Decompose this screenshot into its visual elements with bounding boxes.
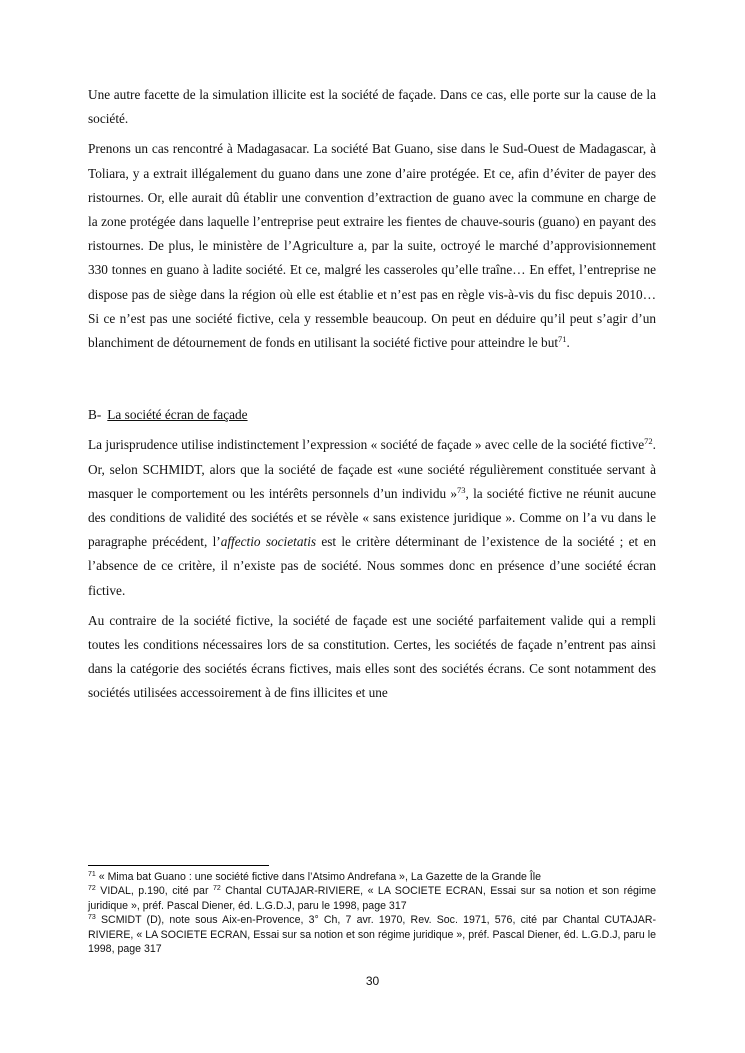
paragraph-3 — [88, 433, 656, 602]
footnote-ref-72[interactable]: 72 — [644, 436, 653, 447]
latin-term: affectio societatis — [220, 534, 317, 550]
body-text — [88, 83, 656, 712]
footnote-text-continued: Chantal CUTAJAR-RIVIERE, « LA SOCIETE ECRAN, Essai sur sa notion et son régime juridique », préf. Pascal Diener, éd. L.G.D.J, paru le 1998, page 317 — [88, 885, 656, 912]
paragraph-3-part-3: , la société fictive ne réunit aucune des conditions de validité des sociétés et se révèle « sans existence juridique ». Comme on l’a vu dans le paragraphe précédent, l’ — [88, 485, 656, 550]
paragraph-2-text: Prenons un cas rencontré à Madagasacar. La société Bat Guano, sise dans le Sud-Ouest de Madagascar, à Toliara, y a extrait illégalement du guano dans une zone d’aire protégée. Et ce, afin d’éviter de payer des ristournes. Or, elle aurait dû établir une convention d’extraction de guano avec la commune en charge de la zone protégée dans laquelle l’entreprise peut extraire les fientes de chauve-souris (guano) en payant des ristournes. De plus, le ministère de l’Agriculture a, par la suite, octroyé le marché d’approvisionnement 330 tonnes en guano à ladite société. Et ce, malgré les casseroles qu’elle traîne… En effet, l’entreprise ne dispose pas de siège dans la région où elle est établie et n’est pas en règle vis-à-vis du fisc depuis 2010… Si ce n’est pas une société fictive, cela y ressemble beaucoup. On peut en déduire qu’il peut s’agir d’un blanchiment de détournement de fonds en utilisant la société fictive pour atteindre le but — [88, 141, 656, 351]
footnote-ref-73[interactable]: 73 — [457, 484, 466, 495]
footnote-number: 71 — [88, 871, 96, 878]
paragraph-1: Une autre facette de la simulation illicite est la société de façade. Dans ce cas, elle porte sur la cause de la société. — [88, 87, 656, 127]
paragraph-3-part-1: La jurisprudence utilise indistinctement l’expression « société de façade » avec celle de la société fictive — [88, 437, 645, 453]
paragraph-2 — [88, 137, 656, 355]
paragraph-3-part-2: . Or, selon SCHMIDT, alors que la société de façade est «une société régulièrement constituée servant à masquer le comportement ou les intérêts personnels d’un individu » — [88, 437, 656, 501]
footnote-separator — [88, 865, 269, 866]
footnote-text: « Mima bat Guano : une société fictive dans l’Atsimo Andrefana », La Gazette de la Grande Île — [95, 871, 541, 883]
footnote-text: SCMIDT (D), note sous Aix-en-Provence, 3° Ch, 7 avr. 1970, Rev. Soc. 1971, 576, cité par Chantal CUTAJAR-RIVIERE, « LA SOCIETE ECRAN, Essai sur sa notion et son régime juridique », préf. Pascal Diener, éd. L.G.D.J, paru le 1998, page 317 — [88, 914, 656, 956]
paragraph-3-part-4: est le critère déterminant de l’existence de la société ; et en l’absence de ce critère, il n’existe pas de société. Nous sommes donc en présence d’une société écran fictive. — [88, 534, 657, 598]
section-title: La société écran de façade — [107, 407, 248, 423]
footnote-number: 73 — [88, 914, 96, 922]
footnote-ref-71[interactable]: 71 — [558, 334, 567, 345]
footnote-71 — [88, 870, 656, 884]
section-heading — [88, 403, 656, 427]
page-number: 30 — [365, 974, 380, 988]
paragraph-4: Au contraire de la société fictive, la société de façade est une société parfaitement valide qui a rempli toutes les conditions nécessaires lors de sa constitution. Certes, les sociétés de façade n’entrent pas ainsi dans la catégorie des sociétés écrans fictives, mais elles sont des sociétés écrans. Ce sont notamment des sociétés utilisées accessoirement à de fins illicites et une — [88, 612, 656, 701]
footnotes — [88, 870, 656, 956]
footnote-inner-number: 72 — [212, 885, 221, 893]
footnote-text: VIDAL, p.190, cité par — [95, 885, 213, 898]
footnote-73 — [88, 913, 656, 956]
footnote-72 — [88, 884, 656, 913]
footnote-number: 72 — [88, 885, 96, 893]
section-label: B- — [88, 407, 102, 423]
paragraph-2-end: . — [566, 335, 570, 351]
